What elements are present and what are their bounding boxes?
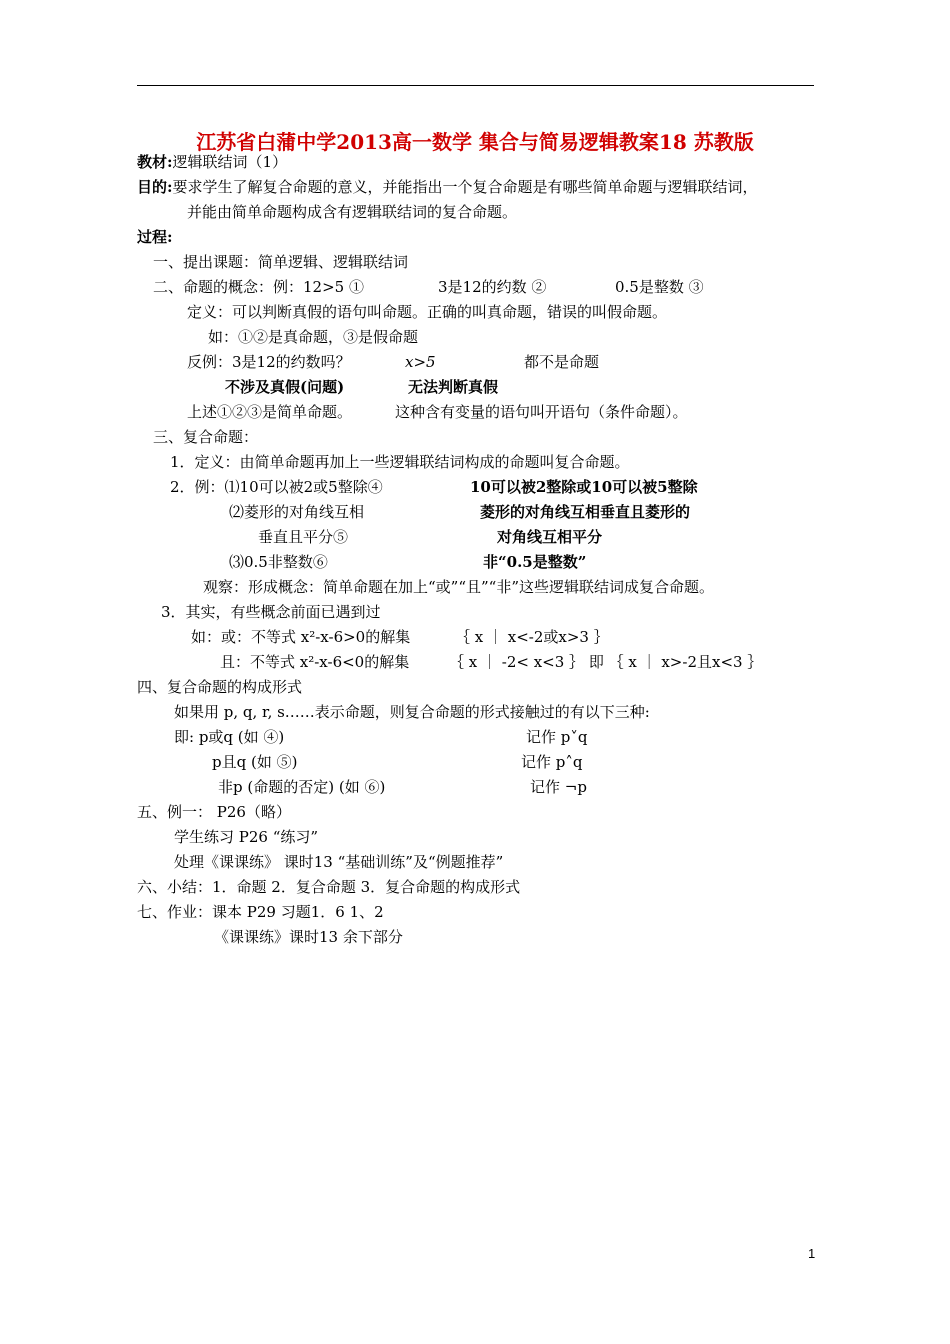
section-4-row-3-notation: 记作 ¬p	[530, 778, 587, 796]
section-4-row-1-form: 即: p或q (如 ④)	[174, 728, 285, 746]
purpose-text-2: 并能由简单命题构成含有逻辑联结词的复合命题。	[187, 203, 518, 221]
section-2-open: 这种含有变量的语句叫开语句（条件命题）。	[395, 403, 688, 421]
section-2-eg: 如：①②是真命题，③是假命题	[208, 328, 419, 346]
page-number: 1	[808, 1246, 816, 1261]
section-3-example-1-compound: 10可以被2整除或10可以被5整除	[470, 478, 698, 496]
section-4-head: 四、复合命题的构成形式	[137, 678, 303, 696]
section-3-or-line: 如：或：不等式 x²-x-6>0的解集	[191, 628, 411, 646]
process-label: 过程:	[137, 228, 173, 246]
section-2-counter: 反例：3是12的约数吗？	[187, 353, 351, 371]
section-4-row-1-notation: 记作 p˅q	[526, 728, 588, 746]
section-3-head: 三、复合命题：	[153, 428, 259, 446]
section-3-example-3-a: ⑶0.5非整数⑥	[229, 553, 328, 571]
section-2-head: 二、命题的概念：例：12>5 ①	[153, 278, 364, 296]
section-5-handle: 处理《课课练》 课时13 “基础训练”及“例题推荐”	[174, 853, 504, 871]
purpose-label: 目的:	[137, 178, 173, 196]
section-3-or-set: ｛ x ｜ x<-2或x>3 ｝	[455, 628, 609, 646]
section-4-row-3-form: 非p (命题的否定) (如 ⑥)	[218, 778, 386, 796]
section-2-not-prop: 都不是命题	[524, 353, 600, 371]
section-3-example-2-b: 菱形的对角线互相垂直且菱形的	[480, 503, 691, 521]
section-3-example-2-c: 垂直且平分⑤	[258, 528, 349, 546]
section-3-example-2-d: 对角线互相平分	[497, 528, 603, 546]
purpose-text-1: 要求学生了解复合命题的意义，并能指出一个复合命题是有哪些简单命题与逻辑联结词，	[172, 178, 758, 196]
section-3-and-line: 且：不等式 x²-x-6<0的解集	[220, 653, 410, 671]
section-3-and-set: ｛ x ｜ -2< x<3 ｝ 即 ｛ x ｜ x>-2且x<3 ｝	[449, 653, 763, 671]
section-5-head: 五、例一： P26（略）	[137, 803, 291, 821]
section-3-met: 3．其实，有些概念前面已遇到过	[161, 603, 381, 621]
header-rule	[137, 85, 814, 86]
section-5-practice: 学生练习 P26 “练习”	[174, 828, 319, 846]
section-6: 六、小结：1．命题 2．复合命题 3．复合命题的构成形式	[137, 878, 521, 896]
section-2-definition: 定义：可以判断真假的语句叫命题。正确的叫真命题，错误的叫假命题。	[187, 303, 668, 321]
section-2-example-2: 3是12的约数 ②	[438, 278, 547, 296]
section-2-simple: 上述①②③是简单命题。	[187, 403, 353, 421]
purpose-line	[137, 178, 758, 196]
section-7-head: 七、作业：课本 P29 习题1．6 1、2	[137, 903, 384, 921]
section-4-row-2-form: p且q (如 ⑤)	[212, 753, 298, 771]
section-1: 一、提出课题：简单逻辑、逻辑联结词	[153, 253, 409, 271]
section-4-row-2-notation: 记作 p˄q	[521, 753, 583, 771]
textbook-line	[137, 153, 287, 171]
section-3-example-head: 2．例：⑴10可以被2或5整除④	[170, 478, 383, 496]
section-4-intro: 如果用 p, q, r, s……表示命题，则复合命题的形式接触过的有以下三种:	[174, 703, 650, 721]
section-7-rest: 《课课练》课时13 余下部分	[214, 928, 403, 946]
section-2-x5: x>5	[405, 353, 436, 371]
section-2-example-3: 0.5是整数 ③	[615, 278, 704, 296]
section-2-note-1: 不涉及真假(问题)	[225, 378, 345, 396]
section-3-example-2-a: ⑵菱形的对角线互相	[229, 503, 365, 521]
section-3-definition: 1．定义：由简单命题再加上一些逻辑联结词构成的命题叫复合命题。	[170, 453, 630, 471]
document-title: 江苏省白蒲中学2013高一数学 集合与简易逻辑教案18 苏教版	[196, 130, 754, 154]
section-3-example-3-b: 非“0.5是整数”	[483, 553, 587, 571]
section-2-note-2: 无法判断真假	[408, 378, 499, 396]
textbook-value: 逻辑联结词（1）	[172, 153, 288, 171]
textbook-label: 教材:	[137, 153, 173, 171]
section-3-observe: 观察：形成概念：简单命题在加上“或”“且”“非”这些逻辑联结词成复合命题。	[203, 578, 715, 596]
